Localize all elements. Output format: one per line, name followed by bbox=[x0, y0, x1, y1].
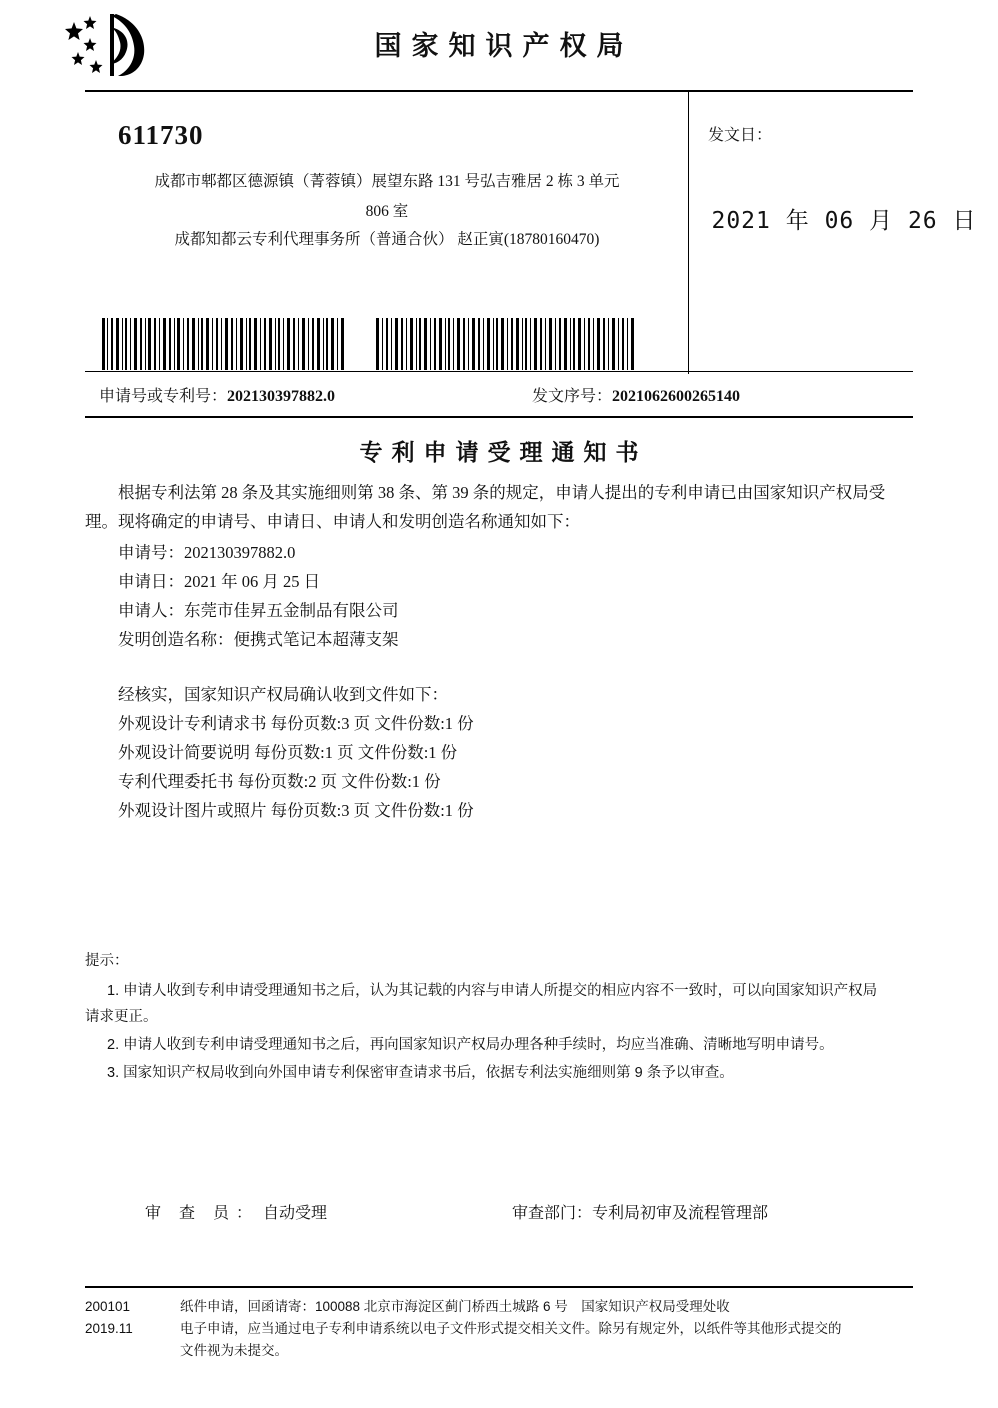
reference-numbers-row bbox=[85, 378, 913, 412]
document-header bbox=[0, 8, 998, 86]
field-value: 便携式笔记本超薄支架 bbox=[233, 630, 399, 649]
footer-codes bbox=[85, 1296, 175, 1340]
dispatch-serial-label: 发文序号： bbox=[532, 388, 613, 405]
field-label: 申请号： bbox=[118, 543, 184, 562]
document-title: 专利申请受理通知书 bbox=[359, 440, 648, 465]
dispatch-serial-value: 2021062600265140 bbox=[612, 388, 741, 405]
document-item: 外观设计图片或照片 每份页数:3 页 文件份数:1 份 bbox=[118, 801, 474, 820]
note-item-2 bbox=[85, 1032, 925, 1058]
field-value: 202130397882.0 bbox=[184, 543, 296, 562]
document-item: 外观设计简要说明 每份页数:1 页 文件份数:1 份 bbox=[118, 743, 458, 762]
barcode-application-number bbox=[100, 318, 348, 370]
note-line: 1. 申请人收到专利申请受理通知书之后，认为其记载的内容与申请人所提交的相应内容不一致时，可以向国家知识产权局 bbox=[107, 983, 878, 999]
footer-version-date: 2019.11 bbox=[85, 1321, 133, 1336]
body-spacer bbox=[85, 654, 913, 680]
note-line: 3. 国家知识产权局收到向外国申请专利保密审查请求书后，依据专利法实施细则第 9 条予以审查。 bbox=[107, 1065, 734, 1081]
box-divider bbox=[688, 92, 689, 374]
footer-line-3: 文件视为未提交。 bbox=[180, 1343, 288, 1358]
footer-line-2: 电子申请，应当通过电子专利申请系统以电子文件形式提交相关文件。除另有规定外，以纸件等其他形式提交的 bbox=[180, 1321, 842, 1336]
agency-contact-line: 成都知都云专利代理事务所（普通合伙） 赵正寅(18780160470) bbox=[174, 231, 600, 248]
application-number-label: 申请号或专利号： bbox=[99, 388, 228, 405]
field-applicant bbox=[118, 596, 913, 625]
field-filing-date bbox=[118, 567, 913, 596]
intro-paragraph: 根据专利法第 28 条及其实施细则第 38 条、第 39 条的规定，申请人提出的专利申请已由国家知识产权局受理。现将确定的申请号、申请日、申请人和发明创造名称通知如下： bbox=[85, 483, 886, 531]
field-invention-title bbox=[118, 625, 913, 654]
issue-date-label: 发文日： bbox=[708, 127, 773, 144]
document-body bbox=[85, 478, 913, 825]
application-number-field bbox=[99, 383, 335, 406]
field-label: 申请日： bbox=[118, 572, 184, 591]
department-field bbox=[512, 1200, 768, 1223]
footer-line-1: 纸件申请，回函请寄：100088 北京市海淀区蓟门桥西土城路 6 号 国家知识产权局受理处收 bbox=[180, 1299, 730, 1314]
note-line: 2. 申请人收到专利申请受理通知书之后，再向国家知识产权局办理各种手续时，均应当准确、清晰地写明申请号。 bbox=[107, 1037, 834, 1053]
received-documents-intro: 经核实，国家知识产权局确认收到文件如下： bbox=[118, 685, 448, 704]
recipient-address bbox=[99, 168, 675, 254]
field-label: 申请人： bbox=[118, 601, 184, 620]
document-item: 外观设计专利请求书 每份页数:3 页 文件份数:1 份 bbox=[118, 714, 474, 733]
footer-form-code: 200101 bbox=[85, 1299, 131, 1314]
address-line-2: 806 室 bbox=[365, 203, 409, 220]
recipient-box bbox=[85, 90, 977, 372]
examiner-value: 自动受理 bbox=[263, 1205, 328, 1222]
field-value: 东莞市佳昇五金制品有限公司 bbox=[184, 601, 399, 620]
title-divider bbox=[85, 416, 913, 418]
application-number-large: 611730 bbox=[118, 120, 204, 150]
examiner-label: 审 查 员： bbox=[145, 1205, 260, 1222]
barcode-dispatch-serial bbox=[374, 318, 639, 370]
received-documents bbox=[85, 680, 913, 825]
document-item: 专利代理委托书 每份页数:2 页 文件份数:1 份 bbox=[118, 772, 441, 791]
department-value: 专利局初审及流程管理部 bbox=[592, 1205, 769, 1222]
application-number-value: 202130397882.0 bbox=[227, 388, 336, 405]
field-value: 2021 年 06 月 25 日 bbox=[184, 572, 321, 591]
notes-section bbox=[85, 948, 925, 1088]
examiner-field bbox=[145, 1200, 327, 1223]
footer-divider bbox=[85, 1286, 913, 1288]
notes-heading: 提示： bbox=[85, 953, 129, 969]
footer-text bbox=[180, 1296, 920, 1362]
page-title: 国家知识产权局 bbox=[374, 31, 634, 61]
application-fields bbox=[85, 538, 913, 654]
address-line-1: 成都市郫都区德源镇（菁蓉镇）展望东路 131 号弘吉雅居 2 栋 3 单元 bbox=[154, 173, 620, 190]
note-line-continued: 请求更正。 bbox=[85, 1009, 158, 1025]
note-item-1 bbox=[85, 978, 925, 1030]
department-label: 审查部门： bbox=[512, 1205, 593, 1222]
field-label: 发明创造名称： bbox=[118, 630, 234, 649]
dispatch-serial-field bbox=[532, 383, 740, 406]
field-application-number bbox=[118, 538, 913, 567]
issue-date-value: 2021 年 06 月 26 日 bbox=[711, 208, 977, 234]
note-item-3 bbox=[85, 1060, 925, 1086]
